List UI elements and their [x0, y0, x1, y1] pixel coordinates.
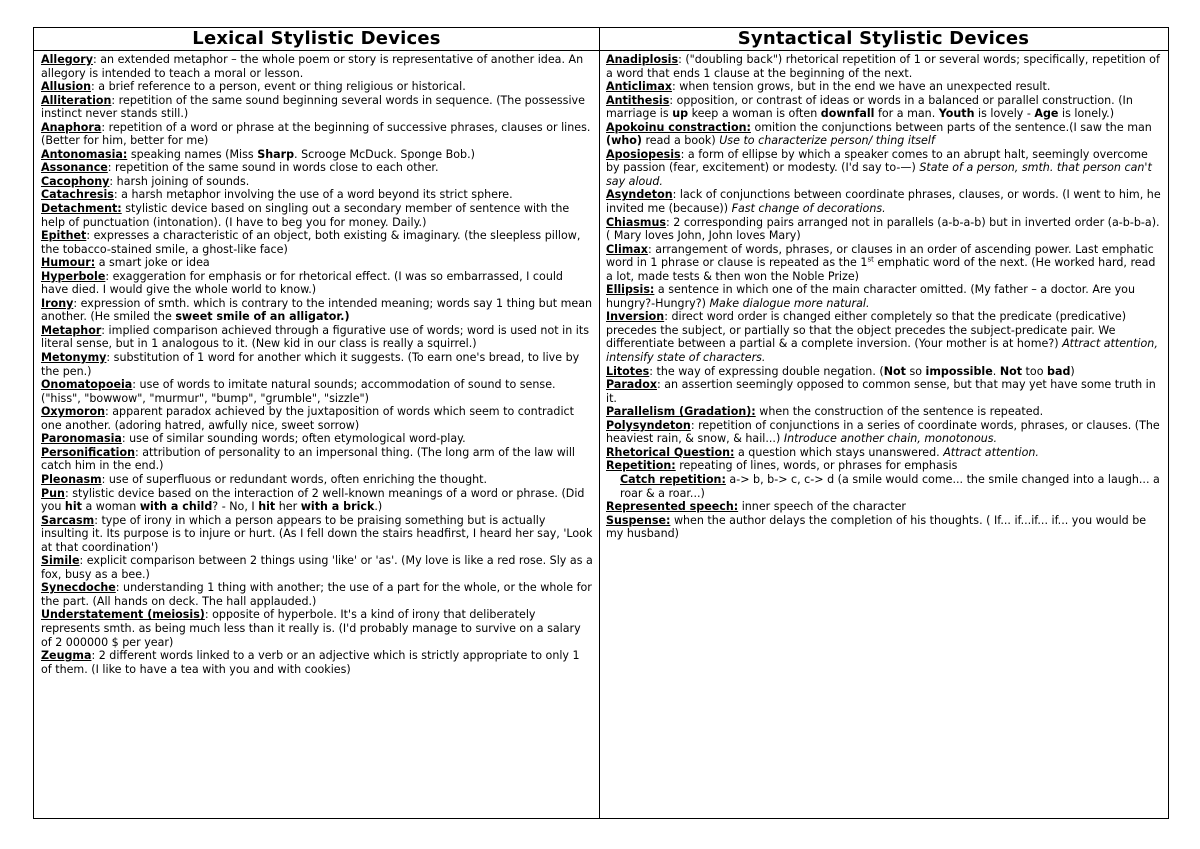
definition-text: : 2 different words linked to a verb or an adjective which is strictly appropriate to only 1 of them. (I like to have a tea with you and with cookies) — [41, 649, 580, 676]
syntactical-entries — [599, 51, 1168, 541]
syntactical-entry — [606, 500, 1162, 514]
lexical-entry — [41, 514, 593, 555]
definition-text: : explicit comparison between 2 things using 'like' or 'as'. (My love is like a red rose. Sly as a fox, busy as a bee.) — [41, 554, 593, 581]
lexical-entry — [41, 581, 593, 608]
term-label: Irony — [41, 296, 74, 310]
emphasis-text: up — [672, 107, 689, 121]
lexical-entry — [41, 80, 593, 94]
emphasis-text: Not — [999, 364, 1023, 378]
definition-text: : an assertion seemingly opposed to common sense, but that may yet have some truth in it. — [606, 378, 1156, 405]
definition-text: : arrangement of words, phrases, or clauses in an order of ascending power. Last emphatic word in 1 phrase or clause is repeated as the 1 — [606, 242, 1154, 270]
term-label: Hyperbole — [41, 269, 106, 283]
lexical-entry — [41, 53, 593, 80]
syntactical-entry — [606, 53, 1162, 80]
lexical-entry — [41, 161, 593, 175]
term-label: Pun — [41, 486, 65, 500]
definition-text: keep a woman is often — [688, 107, 821, 121]
term-label: Metaphor — [41, 323, 102, 337]
term-label: Ellipsis: — [606, 283, 655, 297]
definition-text: : use of words to imitate natural sounds; accommodation of sound to sense. ("hiss", "bowwow", "murmur", "bump", "grumble", "sizzle") — [41, 378, 556, 405]
definition-text: : a form of ellipse by which a speaker comes to an abrupt halt, seemingly overcome by passion (fear, excitement) or modesty. (I'd say to-—) — [606, 147, 1148, 175]
syntactical-entry — [606, 283, 1162, 310]
emphasis-text: Sharp — [257, 147, 295, 161]
definition-text: : repetition of conjunctions in a series of coordinate words, phrases, or clauses. (The heaviest rain, & snow, & hail...) — [606, 418, 1160, 446]
term-label: Cacophony — [41, 174, 110, 188]
syntactical-entry — [606, 378, 1162, 405]
syntactical-header: Syntactical Stylistic Devices — [599, 28, 1168, 51]
term-label: Climax — [606, 242, 648, 256]
term-label: Polysyndeton — [606, 418, 691, 432]
term-label: Catachresis — [41, 188, 114, 202]
lexical-entry — [41, 487, 593, 514]
usage-note: Attract attention, intensify state of characters. — [606, 337, 1158, 365]
definition-text: a question which stays unanswered. — [734, 445, 944, 459]
definition-text: . — [992, 364, 1000, 378]
usage-note: Make dialogue more natural. — [709, 296, 870, 310]
lexical-entry — [41, 351, 593, 378]
emphasis-text: downfall — [820, 107, 875, 121]
term-label: Understatement (meiosis) — [41, 608, 205, 622]
term-label: Apokoinu constraction: — [606, 120, 751, 134]
definition-text: a-> b, b-> c, c-> d (a smile would come... the smile changed into a laugh... a roar & a roar...) — [620, 472, 1160, 500]
lexical-entry — [41, 148, 593, 162]
definition-text: omition the conjunctions between parts of the sentence.(I saw the man — [750, 120, 1152, 134]
term-label: Catch repetition: — [620, 472, 726, 486]
term-label: Suspense: — [606, 513, 671, 527]
emphasis-text: bad — [1047, 364, 1071, 378]
term-label: Chiasmus — [606, 215, 666, 229]
lexical-entry — [41, 229, 593, 256]
definition-text: a woman — [81, 500, 140, 514]
term-label: Represented speech: — [606, 500, 739, 514]
definition-text: a smart joke or idea — [95, 256, 210, 270]
definition-text: .) — [374, 500, 383, 514]
lexical-entry — [41, 324, 593, 351]
lexical-entry — [41, 554, 593, 581]
definition-text: ) — [1070, 364, 1075, 378]
term-label: Litotes — [606, 364, 650, 378]
term-label: Repetition: — [606, 459, 676, 473]
term-label: Pleonasm — [41, 472, 102, 486]
term-label: Allegory — [41, 53, 93, 66]
definition-text: : expression of smth. which is contrary to the intended meaning; words say 1 thing but mean another. (He smiled the — [41, 296, 593, 324]
definition-text: : repetition of the same sound in words close to each other. — [107, 161, 439, 175]
term-label: Antithesis — [606, 93, 670, 107]
syntactical-entry — [606, 473, 1162, 500]
lexical-entry — [41, 649, 593, 676]
lexical-entry — [41, 175, 593, 189]
definition-text: : exaggeration for emphasis or for rhetorical effect. (I was so embarrassed, I could have died. I would give the whole world to know.) — [41, 269, 563, 297]
definition-text: when the construction of the sentence is repeated. — [755, 405, 1044, 419]
definition-text: : substitution of 1 word for another which it suggests. (To earn one's bread, to live by the pen.) — [41, 351, 580, 378]
definition-text: repeating of lines, words, or phrases for emphasis — [675, 459, 958, 473]
usage-note: State of a person, smth. that person can't say aloud. — [606, 161, 1152, 188]
usage-note: Fast change of decorations. — [731, 202, 886, 216]
term-label: Inversion — [606, 310, 665, 324]
definition-text: st — [867, 255, 874, 264]
lexical-entry — [41, 188, 593, 202]
definition-text: her — [275, 500, 301, 514]
definition-text: : a harsh metaphor involving the use of a word beyond its strict sphere. — [113, 188, 513, 202]
syntactical-entry — [606, 94, 1162, 121]
definition-text: : 2 corresponding pairs arranged not in parallels (a-b-a-b) but in inverted order (a-b-b-a). ( Mary loves John, John loves Mary) — [606, 215, 1160, 243]
syntactical-entry — [606, 514, 1162, 541]
term-label: Metonymy — [41, 351, 107, 365]
lexical-entry — [41, 256, 593, 270]
lexical-entry — [41, 405, 593, 432]
syntactical-entry — [606, 121, 1162, 148]
definition-text: so — [905, 364, 926, 378]
emphasis-text: Age — [1034, 107, 1059, 121]
syntactical-entry — [606, 243, 1162, 284]
definition-text: : apparent paradox achieved by the juxtaposition of words which seem to contradict one another. (adoring hatred, awfully nice, sweet sorrow) — [41, 405, 574, 432]
term-label: Anticlimax — [606, 80, 672, 94]
syntactical-entry — [606, 188, 1162, 215]
emphasis-text: with a brick — [300, 500, 375, 514]
definition-text: : the way of expressing double negation. ( — [649, 364, 884, 378]
term-label: Allusion — [41, 80, 92, 94]
syntactical-entry — [606, 80, 1162, 94]
definition-text: : ("doubling back") rhetorical repetition of 1 or several words; specifically, repetition of a word that ends 1 clause at the beginning of the next. — [606, 53, 1160, 80]
term-label: Sarcasm — [41, 513, 95, 527]
definition-text: : when tension grows, but in the end we have an unexpected result. — [671, 80, 1051, 94]
definition-text: ? - No, I — [212, 500, 259, 514]
lexical-entry — [41, 270, 593, 297]
definition-text: : opposition, or contrast of ideas or words in a balanced or parallel construction. (In marriage is — [606, 93, 1133, 121]
lexical-entry — [41, 297, 593, 324]
definition-text: : harsh joining of sounds. — [109, 174, 250, 188]
term-label: Antonomasia: — [41, 147, 128, 161]
term-label: Assonance — [41, 161, 108, 175]
syntactical-entry — [606, 459, 1162, 473]
term-label: Anaphora — [41, 120, 102, 134]
lexical-entry — [41, 608, 593, 649]
syntactical-entry — [606, 216, 1162, 243]
definition-text: speaking names (Miss — [127, 147, 258, 161]
definition-text: : expresses a characteristic of an object, both existing & imaginary. (the sleepless pillow, the tobacco-stained smile, a ghost-like face) — [41, 229, 581, 256]
syntactical-entry — [606, 148, 1162, 189]
term-label: Humour: — [41, 256, 96, 270]
definition-text: : stylistic device based on the interaction of 2 well-known meanings of a word or phrase. (Did you — [41, 486, 585, 514]
term-label: Simile — [41, 554, 80, 568]
syntactical-entry — [606, 365, 1162, 379]
term-label: Asyndeton — [606, 188, 673, 202]
syntactical-entry — [606, 446, 1162, 460]
definition-text: for a man. — [874, 107, 939, 121]
term-label: Parallelism (Gradation): — [606, 405, 756, 419]
term-label: Oxymoron — [41, 405, 105, 419]
emphasis-text: hit — [258, 500, 276, 514]
term-label: Personification — [41, 445, 135, 459]
definition-text: : type of irony in which a person appears to be praising something but is actually insulting it. Its purpose is to injure or hurt. (As I fell down the stairs headfirst, I heard her say, 'Look at that coordination') — [41, 513, 593, 554]
lexical-header: Lexical Stylistic Devices — [34, 28, 599, 51]
lexical-entry — [41, 432, 593, 446]
lexical-entry — [41, 202, 593, 229]
term-label: Anadiplosis — [606, 53, 679, 66]
term-label: Aposiopesis — [606, 147, 681, 161]
emphasis-text: sweet smile of an alligator.) — [175, 310, 350, 324]
definition-text: : a brief reference to a person, event or thing religious or historical. — [91, 80, 466, 94]
lexical-entry — [41, 473, 593, 487]
lexical-column — [34, 28, 600, 818]
definition-text: a sentence in which one of the main character omitted. (My father – a doctor. Are you hungry?-Hungry?) — [606, 283, 1136, 310]
definition-text: too — [1022, 364, 1048, 378]
emphasis-text: hit — [64, 500, 82, 514]
syntactical-column — [599, 28, 1168, 818]
term-label: Detachment: — [41, 202, 122, 216]
emphasis-text: impossible — [925, 364, 993, 378]
lexical-entry — [41, 378, 593, 405]
term-label: Synecdoche — [41, 581, 116, 595]
cheat-sheet-table — [33, 27, 1169, 819]
emphasis-text: (who) — [606, 134, 642, 148]
definition-text: when the author delays the completion of his thoughts. ( If... if...if... if... you would be my husband) — [606, 513, 1147, 541]
term-label: Paronomasia — [41, 432, 122, 446]
definition-text: is lovely - — [974, 107, 1035, 121]
definition-text: : lack of conjunctions between coordinate phrases, clauses, or words. (I went to him, he invited me (because)) — [606, 188, 1161, 216]
definition-text: : opposite of hyperbole. It's a kind of irony that deliberately represents smth. as being much less than it really is. (I'd probably manage to survive on a salary of 2 000000 $ per year) — [41, 608, 581, 649]
definition-text: : an extended metaphor – the whole poem or story is representative of another idea. An allegory is intended to teach a moral or lesson. — [41, 53, 584, 80]
lexical-entry — [41, 121, 593, 148]
definition-text: : repetition of a word or phrase at the beginning of successive phrases, clauses or lines. (Better for him, better for me) — [41, 120, 591, 148]
syntactical-entry — [606, 310, 1162, 364]
definition-text: is lonely.) — [1058, 107, 1115, 121]
definition-text: stylistic device based on singling out a secondary member of sentence with the help of punctuation (intonation). (I have to beg you for money. Daily.) — [41, 202, 570, 229]
lexical-entry — [41, 94, 593, 121]
definition-text: . Scrooge McDuck. Sponge Bob.) — [294, 147, 475, 161]
usage-note: Attract attention. — [943, 445, 1039, 459]
lexical-entry — [41, 446, 593, 473]
lexical-entries — [34, 51, 599, 676]
term-label: Epithet — [41, 229, 87, 243]
term-label: Zeugma — [41, 649, 92, 663]
definition-text: : attribution of personality to an impersonal thing. (The long arm of the law will catch him in the end.) — [41, 445, 576, 473]
term-label: Alliteration — [41, 93, 112, 107]
definition-text: : understanding 1 thing with another; the use of a part for the whole, or the whole for the part. (All hands on deck. The hall applauded.) — [41, 581, 592, 608]
term-label: Onomatopoeia — [41, 378, 133, 392]
usage-note: Use to characterize person/ thing itself — [719, 134, 935, 148]
definition-text: read a book) — [641, 134, 720, 148]
term-label: Paradox — [606, 378, 657, 392]
term-label: Rhetorical Question: — [606, 445, 735, 459]
syntactical-entry — [606, 405, 1162, 419]
definition-text: : direct word order is changed either completely so that the predicate (predicative) precedes the subject, or partially so that the object precedes the subject-predicate pair. We differentiate between a partial & a complete inversion. (Your mother is at home?) — [606, 310, 1127, 351]
emphasis-text: Youth — [938, 107, 975, 121]
emphasis-text: with a child — [139, 500, 213, 514]
syntactical-entry — [606, 419, 1162, 446]
definition-text: emphatic word of the next. (He worked hard, read a lot, made tests & then won the Noble Prize) — [606, 256, 1156, 283]
definition-text: inner speech of the character — [738, 500, 906, 514]
definition-text: : implied comparison achieved through a figurative use of words; word is used not in its literal sense, but in 1 analogous to it. (New kid in our class is really a squirrel.) — [41, 323, 589, 351]
emphasis-text: Not — [883, 364, 906, 378]
definition-text: : use of similar sounding words; often etymological word-play. — [121, 432, 466, 446]
definition-text: : use of superfluous or redundant words, often enriching the thought. — [101, 472, 488, 486]
usage-note: Introduce another chain, monotonous. — [783, 432, 998, 446]
definition-text: : repetition of the same sound beginning several words in sequence. (The possessive instinct never stands still.) — [41, 93, 585, 121]
